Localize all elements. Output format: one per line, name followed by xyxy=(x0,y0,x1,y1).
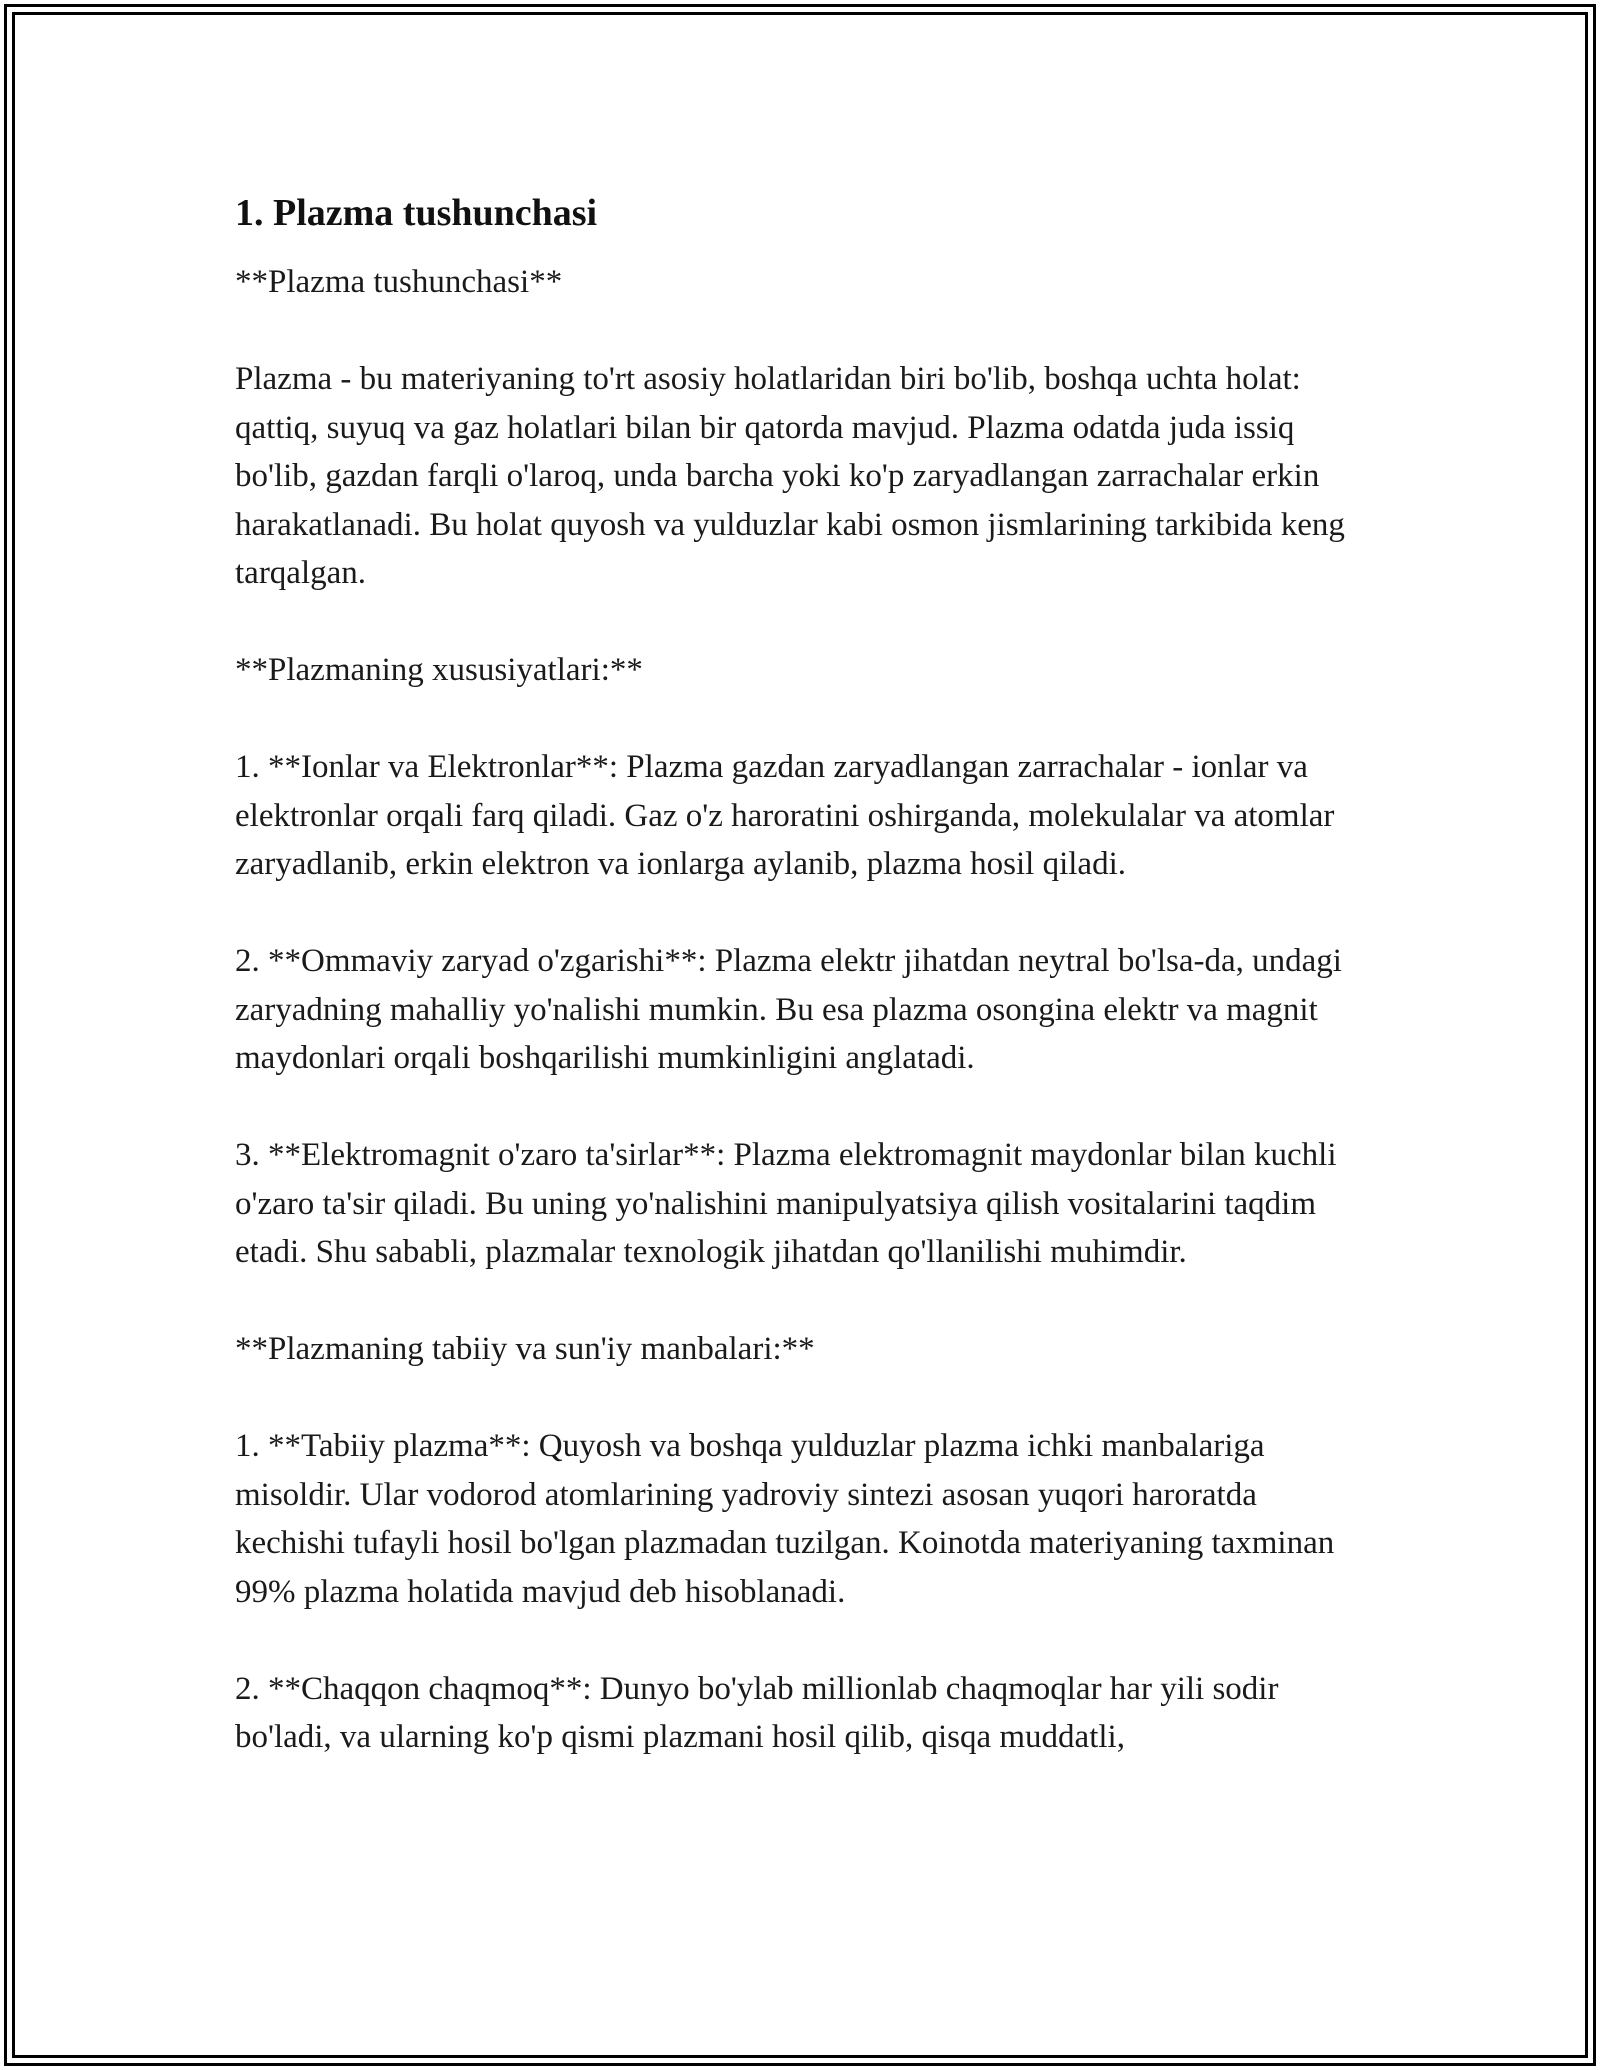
source-item-2: 2. **Chaqqon chaqmoq**: Dunyo bo'ylab millionlab chaqmoqlar har yili sodir bo'ladi, va ularning ko'p qismi plazmani hosil qilib, qisqa muddatli, xyxy=(235,1670,1279,1755)
property-item-2: 2. **Ommaviy zaryad o'zgarishi**: Plazma elektr jihatdan neytral bo'lsa-da, undagi zaryadning mahalliy yo'nalishi mumkin. Bu esa plazma osongina elektr va magnit maydonlari orqali boshqarilishi mumkinligini anglatadi. xyxy=(235,943,1342,1076)
document-body xyxy=(235,185,1370,1762)
sources-heading-paragraph: **Plazmaning tabiiy va sun'iy manbalari:** xyxy=(235,1331,815,1367)
source-item-1: 1. **Tabiiy plazma**: Quyosh va boshqa yulduzlar plazma ichki manbalariga misoldir. Ular vodorod atomlarining yadroviy sintezi asosan yuqori haroratda kechishi tufayli hosil bo'lgan plazmadan tuzilgan. Koinotda materiyaning taxminan 99% plazma holatida mavjud deb hisoblanadi. xyxy=(235,1428,1335,1610)
properties-heading-paragraph: **Plazmaning xususiyatlari:** xyxy=(235,652,643,688)
property-item-3: 3. **Elektromagnit o'zaro ta'sirlar**: Plazma elektromagnit maydonlar bilan kuchli o'zaro ta'sir qiladi. Bu uning yo'nalishini manipulyatsiya qilish vositalarini taqdim etadi. Shu sababli, plazmalar texnologik jihatdan qo'llanilishi muhimdir. xyxy=(235,1137,1337,1270)
property-item-1: 1. **Ionlar va Elektronlar**: Plazma gazdan zaryadlangan zarrachalar - ionlar va elektronlar orqali farq qiladi. Gaz o'z haroratini oshirganda, molekulalar va atomlar zaryadlanib, erkin elektron va ionlarga aylanib, plazma hosil qiladi. xyxy=(235,749,1335,882)
bold-subtitle-paragraph: **Plazma tushunchasi** xyxy=(235,264,563,300)
section-heading: 1. Plazma tushunchasi xyxy=(235,192,598,234)
definition-paragraph: Plazma - bu materiyaning to'rt asosiy holatlaridan biri bo'lib, boshqa uchta holat: qattiq, suyuq va gaz holatlari bilan bir qatorda mavjud. Plazma odatda juda issiq bo'lib, gazdan farqli o'laroq, unda barcha yoki ko'p zaryadlangan zarrachalar erkin harakatlanadi. Bu holat quyosh va yulduzlar kabi osmon jismlarining tarkibida keng tarqalgan. xyxy=(235,361,1345,591)
